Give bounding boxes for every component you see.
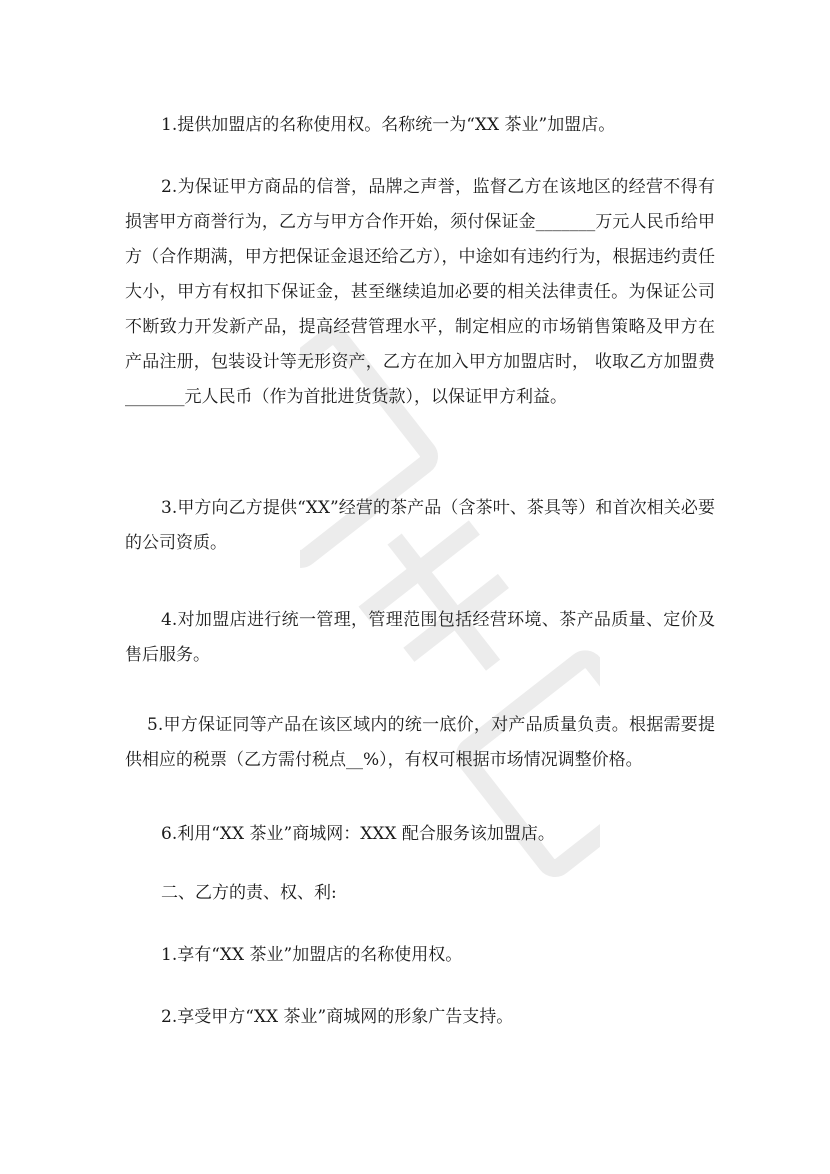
paragraph-5: 5.甲方保证同等产品在该区域内的统一底价，对产品质量负责。根据需要提供相应的税票（乙方需付税点__%），有权可根据市场情况调整价格。	[125, 715, 715, 770]
paragraph-7: 1.享有“XX 茶业”加盟店的名称使用权。	[161, 945, 463, 965]
paragraph-3: 3.甲方向乙方提供“XX”经营的茶产品（含茶叶、茶具等）和首次相关必要的公司资质。	[125, 498, 715, 553]
paragraph-4: 4.对加盟店进行统一管理，管理范围包括经营环境、茶产品质量、定价及售后服务。	[125, 610, 715, 665]
paragraph-1: 1.提供加盟店的名称使用权。名称统一为“XX 茶业”加盟店。	[161, 115, 616, 135]
paragraph-6: 6.利用“XX 茶业”商城网：XXX 配合服务该加盟店。	[161, 824, 555, 844]
paragraph-2: 2.为保证甲方商品的信誉，品牌之声誉，监督乙方在该地区的经营不得有损害甲方商誉行为，乙方与甲方合作开始，须付保证金_______万元人民币给甲方（合作期满，甲方把保证金退还给乙方），中途如有违约行为，根据违约责任大小，甲方有权扣下保证金，甚至继续追加必要的相关法律责任。为保证公司不断致力开发新产品，提高经营管理水平，制定相应的市场销售策略及甲方在产品注册，包装设计等无形资产，乙方在加入甲方加盟店时， 收取乙方加盟费_______元人民币（作为首批进货货款），以保证甲方利益。	[125, 177, 715, 407]
paragraph-8: 2.享受甲方“XX 茶业”商城网的形象广告支持。	[161, 1007, 514, 1027]
section-heading: 二、乙方的责、权、利:	[161, 883, 337, 903]
